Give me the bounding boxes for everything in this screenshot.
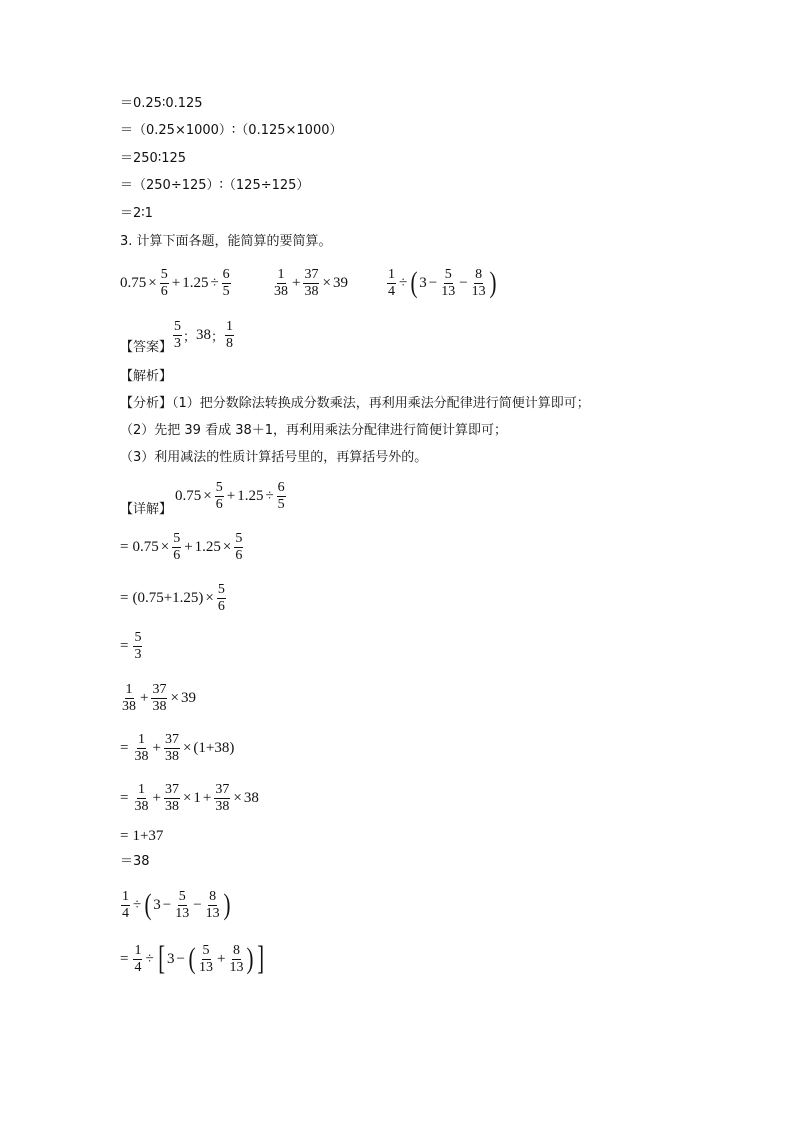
fenxi-line-3: （3）利用减法的性质计算括号里的，再算括号外的。 <box>120 450 428 465</box>
fraction: $\frac{1}{8}$ <box>226 318 234 351</box>
step-8: ＝38 <box>120 854 150 869</box>
problem-3: $\frac{1}{4}$ ÷ ( 3 − $\frac{5}{13}$ − $\frac{8}{13}$ ) <box>388 266 497 299</box>
problem-2: $\frac{1}{38}$ + $\frac{37}{38}$ × 39 <box>274 266 348 299</box>
step-10: = $\frac{1}{4}$ ÷ [ 3 − ( $\frac{5}{13}$ + $\frac{8}{13}$ ) ] <box>120 940 265 977</box>
question-heading: 3. 计算下面各题，能简算的要简算。 <box>120 234 332 249</box>
fraction: $\frac{1}{38}$ <box>274 266 288 299</box>
step-7: = 1+37 <box>120 827 164 844</box>
ratio-step-3: ＝250∶125 <box>120 151 187 166</box>
fraction: $\frac{5}{6}$ <box>217 581 225 614</box>
fraction: $\frac{1}{38}$ <box>122 681 136 714</box>
fraction: $\frac{5}{6}$ <box>173 530 181 563</box>
fraction: $\frac{5}{6}$ <box>235 530 243 563</box>
fraction: $\frac{5}{13}$ <box>175 888 190 921</box>
fraction: $\frac{37}{38}$ <box>164 781 179 814</box>
fraction: $\frac{5}{3}$ <box>134 629 142 662</box>
step-6: = $\frac{1}{38}$ + $\frac{37}{38}$ × 1 + $\frac{37}{38}$ × 38 <box>120 781 259 814</box>
fraction: $\frac{37}{38}$ <box>304 266 319 299</box>
answer-line: 【答案】 $\frac{5}{3}$ ； 38 ； $\frac{1}{8}$ <box>120 318 234 355</box>
fraction: $\frac{5}{3}$ <box>174 318 182 351</box>
fraction: $\frac{37}{38}$ <box>164 731 179 764</box>
fraction: $\frac{5}{6}$ <box>215 479 223 512</box>
fraction: $\frac{1}{4}$ <box>134 942 142 975</box>
fraction: $\frac{8}{13}$ <box>229 942 244 975</box>
fraction: $\frac{37}{38}$ <box>152 681 167 714</box>
fenxi-line-2: （2）先把 39 看成 38＋1，再利用乘法分配律进行简便计算即可； <box>120 423 508 438</box>
detail-expr: 0.75 × $\frac{5}{6}$ + 1.25 ÷ $\frac{6}{5}$ <box>175 479 285 512</box>
analysis-label: 【解析】 <box>120 369 173 384</box>
step-4: $\frac{1}{38}$ + $\frac{37}{38}$ × 39 <box>122 681 196 714</box>
step-1: = 0.75 × $\frac{5}{6}$ + 1.25 × $\frac{5}{6}$ <box>120 530 243 563</box>
fraction: $\frac{1}{38}$ <box>134 781 149 814</box>
fraction: $\frac{1}{38}$ <box>134 731 149 764</box>
fraction: $\frac{1}{4}$ <box>388 266 395 299</box>
fraction: $\frac{5}{13}$ <box>199 942 213 975</box>
fraction: $\frac{8}{13}$ <box>471 266 486 299</box>
fraction: $\frac{5}{13}$ <box>441 266 456 299</box>
step-2: = (0.75+1.25) × $\frac{5}{6}$ <box>120 581 225 614</box>
fraction: $\frac{5}{6}$ <box>160 266 168 299</box>
ratio-step-4: ＝（250÷125）∶（125÷125） <box>120 178 310 193</box>
ratio-step-5: ＝2∶1 <box>120 206 153 221</box>
step-9: $\frac{1}{4}$ ÷ ( 3 − $\frac{5}{13}$ − $\frac{8}{13}$ ) <box>122 888 231 921</box>
answer-label: 【答案】 <box>120 340 173 355</box>
fenxi-line-1: 【分析】（1）把分数除法转换成分数乘法，再利用乘法分配律进行简便计算即可； <box>120 396 590 411</box>
ratio-step-2: ＝（0.25×1000）∶（0.125×1000） <box>120 123 343 138</box>
fraction: $\frac{6}{5}$ <box>277 479 285 512</box>
fraction: $\frac{8}{13}$ <box>205 888 220 921</box>
fraction: $\frac{6}{5}$ <box>222 266 230 299</box>
detail-label: 【详解】 <box>120 502 173 517</box>
step-3: = $\frac{5}{3}$ <box>120 629 142 662</box>
step-5: = $\frac{1}{38}$ + $\frac{37}{38}$ × (1+38) <box>120 731 235 764</box>
fraction: $\frac{1}{4}$ <box>122 888 129 921</box>
fraction: $\frac{37}{38}$ <box>215 781 230 814</box>
problem-1: 0.75 × $\frac{5}{6}$ + 1.25 ÷ $\frac{6}{5}$ <box>120 266 230 299</box>
ratio-step-1: ＝0.25∶0.125 <box>120 96 203 111</box>
